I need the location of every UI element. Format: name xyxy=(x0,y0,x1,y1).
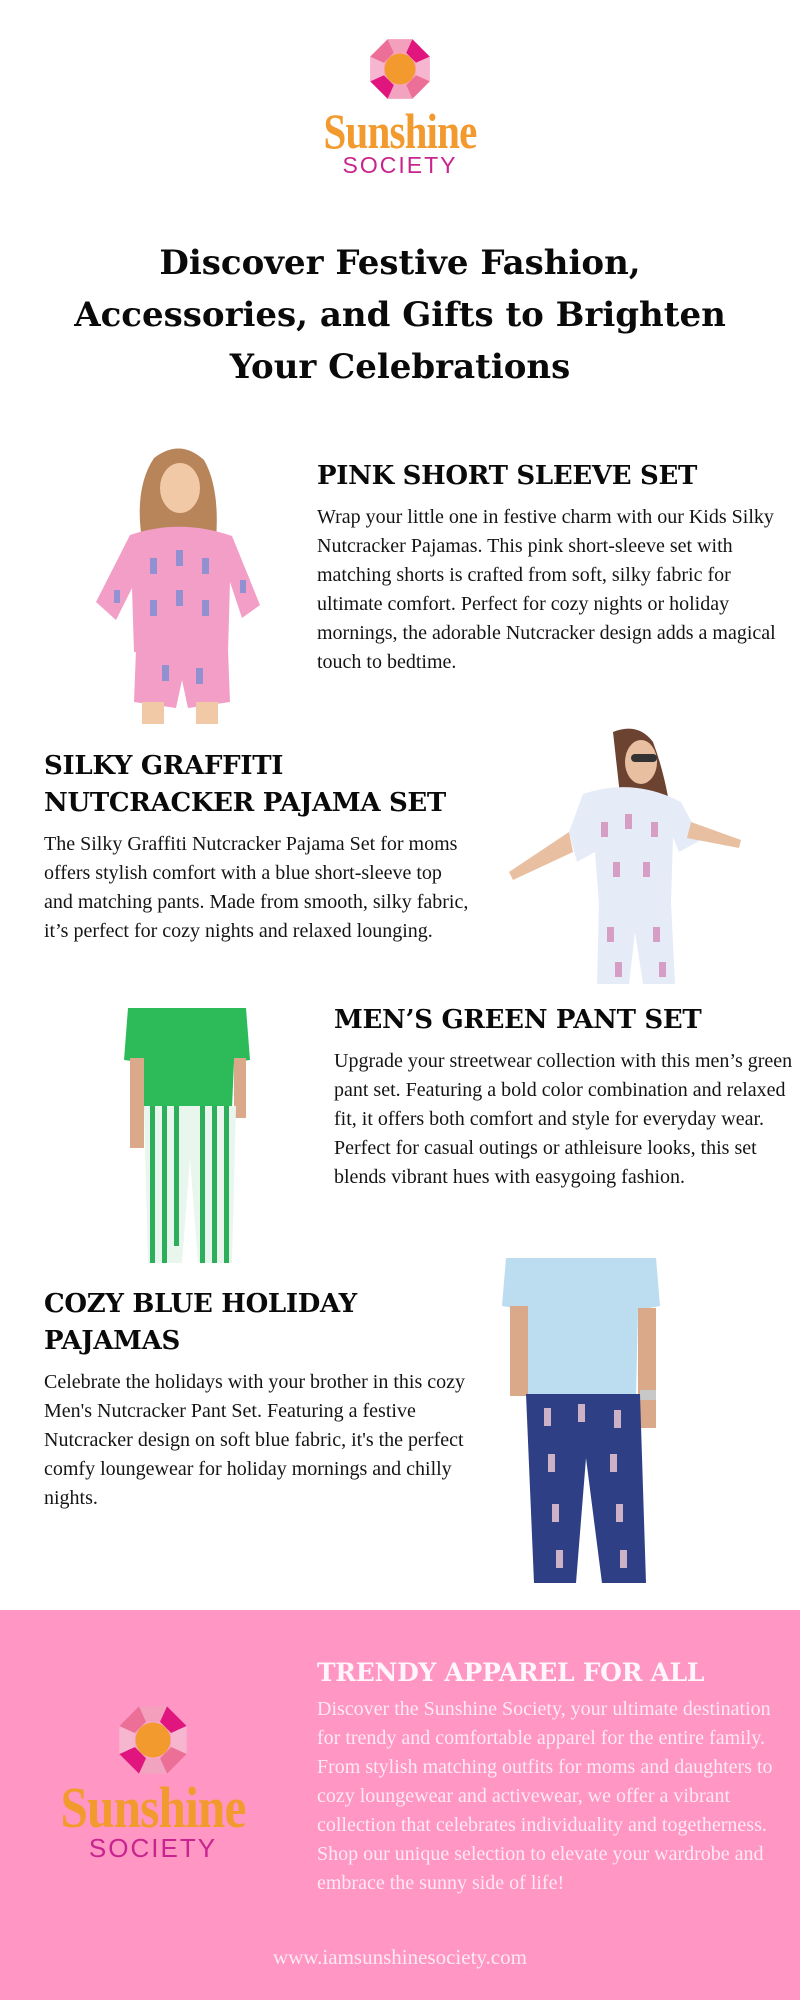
product-title[interactable]: SILKY GRAFFITI NUTCRACKER PAJAMA SET xyxy=(44,751,446,818)
footer-section xyxy=(0,1610,800,2000)
product-title[interactable]: PINK SHORT SLEEVE SET xyxy=(317,461,698,491)
product-card-cozy-blue-holiday-pajamas xyxy=(44,1286,474,1513)
product-title[interactable]: MEN’S GREEN PANT SET xyxy=(334,1005,702,1035)
man-green-pant-set-photo-icon xyxy=(122,1008,252,1263)
footer-about xyxy=(317,1655,787,1898)
product-description: Celebrate the holidays with your brother in this cozy Men's Nutcracker Pant Set. Featuring a festive Nutcracker design on soft blue fabric, it's the perfect comfy loungewear for holiday mornings and chilly nights. xyxy=(44,1371,466,1509)
man-blue-nutcracker-pants-photo-icon xyxy=(498,1258,663,1583)
brand-name-sunshine: Sunshine xyxy=(323,103,477,159)
brand-logo[interactable] xyxy=(300,38,500,177)
footer-title: TRENDY APPAREL FOR ALL xyxy=(317,1658,705,1687)
product-image-silky-graffiti-nutcracker-set[interactable] xyxy=(503,722,748,984)
brand-name-society: SOCIETY xyxy=(342,152,458,178)
product-card-pink-short-sleeve-set xyxy=(317,458,777,677)
girl-pink-pajamas-photo-icon xyxy=(92,440,267,725)
brand-name-sunshine: Sunshine xyxy=(60,1775,246,1840)
product-image-mens-green-pant-set[interactable] xyxy=(122,1008,252,1263)
product-card-mens-green-pant-set xyxy=(334,1002,794,1192)
product-image-cozy-blue-holiday-pajamas[interactable] xyxy=(498,1258,663,1583)
product-card-silky-graffiti-nutcracker-set xyxy=(44,748,474,946)
brand-name-society: SOCIETY xyxy=(88,1833,218,1863)
product-description: The Silky Graffiti Nutcracker Pajama Set for moms offers stylish comfort with a blue short-sleeve top and matching pants. Made from smooth, silky fabric, it’s perfect for cozy nights and relaxed lounging. xyxy=(44,833,469,942)
footer-description: Discover the Sunshine Society, your ultimate destination for trendy and comfortable apparel for the entire family. From stylish matching outfits for moms and daughters to cozy loungewear and activewear, we offer a vibrant collection that celebrates individuality and togetherness. Shop our unique selection to elevate your wardrobe and embrace the sunny side of life! xyxy=(317,1698,773,1894)
product-description: Wrap your little one in festive charm with our Kids Silky Nutcracker Pajamas. This pink short-sleeve set with matching shorts is crafted from soft, silky fabric for ultimate comfort. Perfect for cozy nights or holiday mornings, the adorable Nutcracker design adds a magical touch to bedtime. xyxy=(317,506,776,673)
sun-gem-logo-icon xyxy=(369,38,431,100)
product-description: Upgrade your streetwear collection with this men’s green pant set. Featuring a bold color combination and relaxed fit, it offers both comfort and style for everyday wear. Perfect for casual outings or athleisure looks, this set blends vibrant hues with easygoing fashion. xyxy=(334,1050,793,1188)
woman-blue-pajamas-photo-icon xyxy=(503,722,748,984)
product-title[interactable]: COZY BLUE HOLIDAY PAJAMAS xyxy=(44,1289,357,1356)
footer-brand-logo[interactable] xyxy=(38,1705,268,1861)
page-headline: Discover Festive Fashion, Accessories, and Gifts to Brighten Your Celebrations xyxy=(74,243,726,387)
website-link[interactable]: www.iamsunshinesociety.com xyxy=(273,1945,527,1969)
sun-gem-logo-icon xyxy=(118,1705,188,1775)
product-image-pink-short-sleeve-set[interactable] xyxy=(92,440,267,725)
